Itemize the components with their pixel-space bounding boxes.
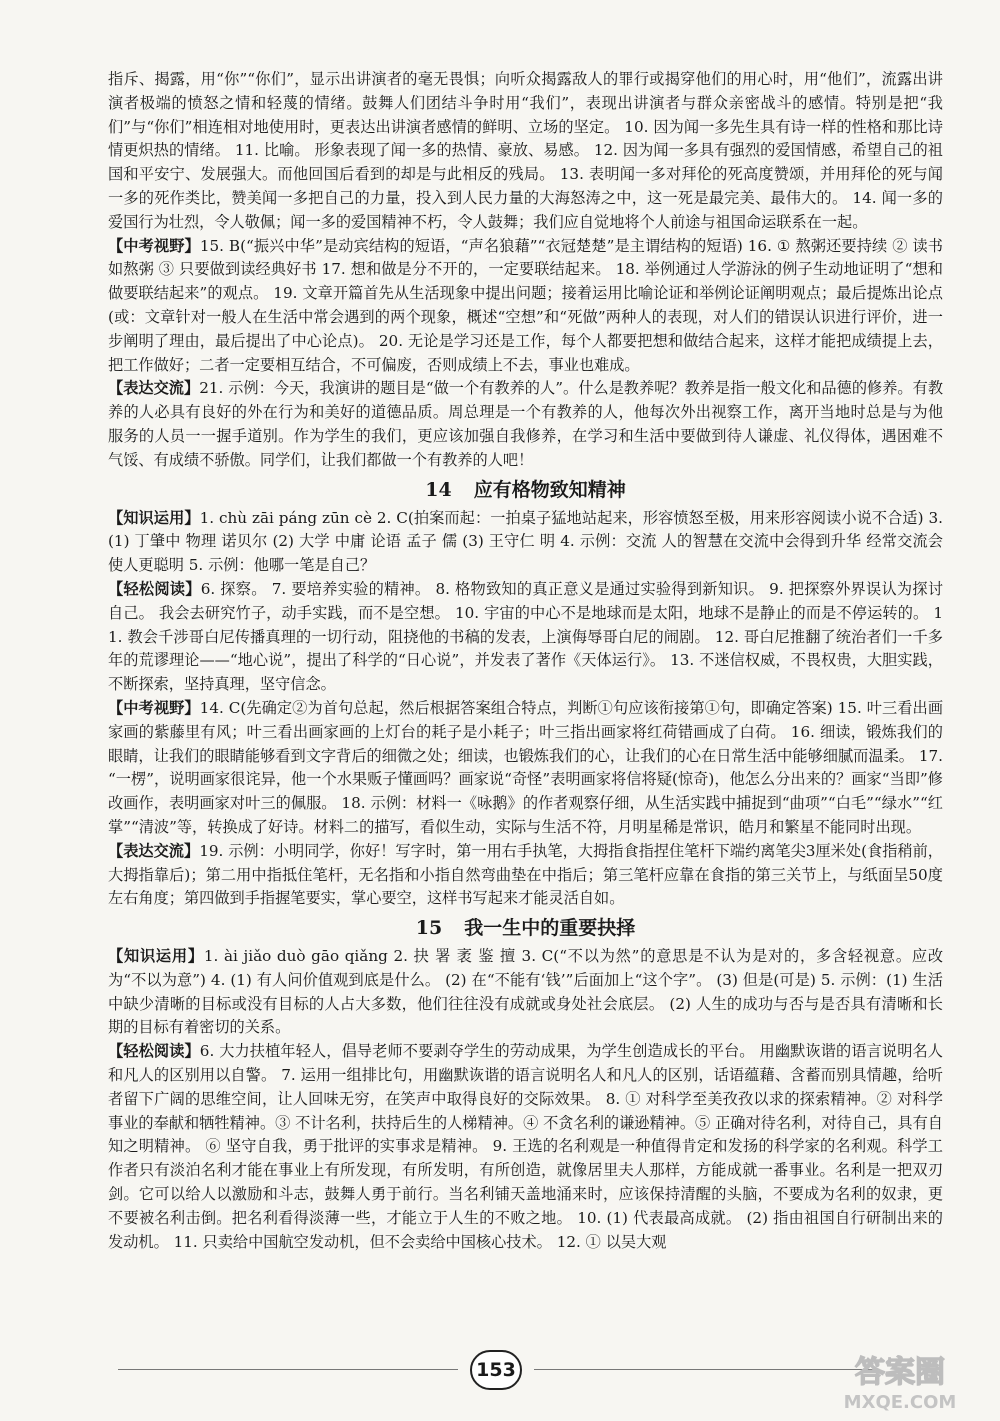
section-tag: 【表达交流】 [108,379,200,398]
paragraph-text: 15. B(“振兴中华”是动宾结构的短语，“声名狼藉”“衣冠楚楚”是主谓结构的短语) 16. ① 熬粥还要持续 ② 读书如熬粥 ③ 只要做到读经典好书 17. 想和做是分不开的，一定要联结起来。 18. 举例通过人学游泳的例子生动地证明了“想和做要联结起来”的观点。 19. 文章开篇首先从生活现象中提出问题；接着运用比喻论证和举例论证阐明观点；最后提炼出论点(或：文章针对一般人在生活中常会遇到的两个现象，概述“空想”和“死做”两种人的表现，对人们的错误认识进行评价，进一步阐明了理由，最后提出了中心论点)。 20. 无论是学习还是工作，每个人都要把想和做结合起来，这样才能把成绩提上去，把工作做好；二者一定要相互结合，不可偏废，否则成绩上不去，事业也难成。 [108,236,943,374]
answer-paragraph [108,840,943,911]
section-tag: 【轻松阅读】 [108,1042,200,1061]
answer-paragraph [108,507,943,578]
answer-paragraph [108,235,943,378]
paragraph-text: 19. 示例：小明同学，你好！写字时，第一用右手执笔，大拇指食指捏住笔杆下端约离笔尖3厘米处(食指稍前，大拇指靠后)；第二用中指抵住笔杆，无名指和小指自然弯曲垫在中指后；第三笔杆应靠在食指的第三关节上，与纸面呈50度左右角度；第四做到手指握笔要实，掌心要空，这样书写起来才能灵活自如。 [108,841,943,908]
page-content [108,68,943,1254]
lesson-number: 15 [415,917,443,940]
page-number: 153 [470,1350,522,1390]
paragraph-text: 1. chù zāi páng zūn cè 2. C(拍案而起：一拍桌子猛地站起来，形容愤怒至极，用来形容阅读小说不合适) 3. (1) 丁肇中 物理 诺贝尔 (2) 大学 中庸 论语 孟子 儒 (3) 王守仁 明 4. 示例：交流 人的智慧在交流中会得到升华 经常交流会使人更聪明 5. 示例：他哪一笔是自己？ [108,508,944,575]
section-tag: 【中考视野】 [108,236,200,255]
paragraph-text: 6. 探察。 7. 要培养实验的精神。 8. 格物致知的真正意义是通过实验得到新知识。 9. 把探察外界误认为探讨自己。 我会去研究竹子，动手实践，而不是空想。 10. 宇宙的中心不是地球而是太阳，地球不是静止的而是不停运转的。 11. 教会千涉哥白尼传播真理的一切行动，阻挠他的书稿的发表，上演侮辱哥白尼的闹剧。 12. 哥白尼推翻了统治者们一千多年的荒谬理论——“地心说”，提出了科学的“日心说”，并发表了著作《天体运行》。 13. 不迷信权威，不畏权贵，大胆实践，不断探索，坚持真理，坚守信念。 [108,579,944,694]
watermark-graphic [800,1346,990,1416]
answer-paragraph [108,697,943,840]
paragraph-text: 指斥、揭露，用“你”“你们”，显示出讲演者的毫无畏惧；向听众揭露敌人的罪行或揭穿他们的用心时，用“他们”，流露出讲演者极端的愤怒之情和轻蔑的情绪。鼓舞人们团结斗争时用“我们”，表现出讲演者与群众亲密战斗的感情。特别是把“我们”与“你们”相连相对地使用时，更表达出讲演者感情的鲜明、立场的坚定。 10. 因为闻一多先生具有诗一样的性格和那比诗情更炽热的情绪。 11. 比喻。 形象表现了闻一多的热情、豪放、易感。 12. 因为闻一多具有强烈的爱国情感，希望自己的祖国和平安宁、发展强大。而他回国后看到的却是与此相反的残局。 13. 表明闻一多对拜伦的死高度赞颂，并用拜伦的死与闻一多的死作类比，赞美闻一多把自己的力量，投入到人民力量的大海怒涛之中，这一死是最完美、最伟大的。 14. 闻一多的爱国行为壮烈，令人敬佩；闻一多的爱国精神不朽，令人鼓舞；我们应自觉地将个人前途与祖国命运联系在一起。 [108,70,943,231]
watermark-text-bottom: MXQE.COM [843,1392,957,1413]
paragraph-text: 1. ài jiǎo duò gāo qiǎng 2. 抉 署 袤 鉴 擅 3. C(“不以为然”的意思是不认为是对的，多含轻视意。应改为“不以为意”) 4. (1) 有人问价值观到底是什么。 (2) 在“不能有‘钱’”后面加上“这个字”。 (3) 但是(可是) 5. 示例：(1) 生活中缺少清晰的目标或没有目标的人占大多数，他们往往没有成就或身处社会底层。 (2) 人生的成功与否与是否具有清晰和长期的目标有着密切的关系。 [108,947,944,1037]
section-tag: 【轻松阅读】 [108,579,201,598]
answer-paragraph [108,68,943,235]
answer-paragraph [108,945,943,1040]
paragraph-text: 6. 大力扶植年轻人，倡导老师不要剥夺学生的劳动成果，为学生创造成长的平台。 用幽默诙谐的语言说明名人和凡人的区别用以自警。 7. 运用一组排比句，用幽默诙谐的语言说明名人和凡人的区别，话语蕴藉、含蓄而别具情趣，给听者留下广阔的思维空间，让人回味无穷，在笑声中取得良好的交际效果。 8. ① 对科学至美孜孜以求的探索精神。② 对科学事业的奉献和牺牲精神。③ 不计名利，扶持后生的人梯精神。④ 不贪名利的谦逊精神。⑤ 正确对待名利，对待自己，具有自知之明精神。 ⑥ 坚守自我，勇于批评的实事求是精神。 9. 王选的名利观是一种值得肯定和发扬的科学家的名利观。科学工作者只有淡泊名利才能在事业上有所发现，有所发明，有所创造，就像居里夫人那样，方能成就一番事业。名利是一把双刃剑。它可以给人以激励和斗志，鼓舞人勇于前行。当名利铺天盖地涌来时，应该保持清醒的头脑，不要成为名利的奴隶，更不要被名利击倒。把名利看得淡薄一些，才能立于人生的不败之地。 10. (1) 代表最高成就。 (2) 指由祖国自行研制出来的发动机。 11. 只卖给中国航空发动机，但不会卖给中国核心技术。 12. ① 以吴大观 [108,1042,943,1251]
paragraph-text: 14. C(先确定②为首句总起，然后根据答案组合特点，判断①句应该衔接第①句，即确定答案) 15. 叶三看出画家画的紫藤里有风；叶三看出画家画的上灯台的耗子是小耗子；叶三指出画家将红荷错画成了白荷。 16. 细读，锻炼我们的眼睛，让我们的眼睛能够看到文字背后的细微之处；细读，也锻炼我们的心，让我们的心在日常生活中能够细腻而温柔。 17. “一楞”，说明画家很诧异，他一个水果贩子懂画吗？画家说“奇怪”表明画家将信将疑(惊奇)，他怎么分出来的？画家“当即”修改画作，表明画家对叶三的佩服。 18. 示例：材料一《咏鹅》的作者观察仔细，从生活实践中捕捉到“曲项”“白毛”“绿水”“红掌”“清波”等，转换成了好诗。材料二的描写，看似生动，实际与生活不符，月明星稀是常识，皓月和繁星不能同时出现。 [108,698,944,836]
watermark-text-top: 答案圈 [855,1355,945,1390]
answer-paragraph [108,1040,943,1254]
footer-rule-left [118,1369,458,1370]
lesson-heading-14 [108,475,943,505]
lesson-number: 14 [425,478,452,501]
lesson-title: 我一生中的重要抉择 [464,917,636,940]
section-tag: 【知识运用】 [108,947,204,966]
watermark-logo [800,1346,990,1416]
answer-paragraph [108,578,943,697]
section-tag: 【表达交流】 [108,841,200,860]
lesson-heading-15 [108,913,943,943]
answer-paragraph [108,377,943,472]
section-tag: 【知识运用】 [108,508,200,527]
lesson-title: 应有格物致知精神 [473,478,626,501]
section-tag: 【中考视野】 [108,698,200,717]
paragraph-text: 21. 示例：今天，我演讲的题目是“做一个有教养的人”。什么是教养呢？教养是指一般文化和品德的修养。有教养的人必具有良好的外在行为和美好的道德品质。周总理是一个有教养的人，他每次外出视察工作，离开当地时总是与为他服务的人员一一握手道别。作为学生的我们，更应该加强自我修养，在学习和生活中要做到待人谦虚、礼仪得体，遇困难不气馁、有成绩不骄傲。同学们，让我们都做一个有教养的人吧！ [108,379,944,469]
